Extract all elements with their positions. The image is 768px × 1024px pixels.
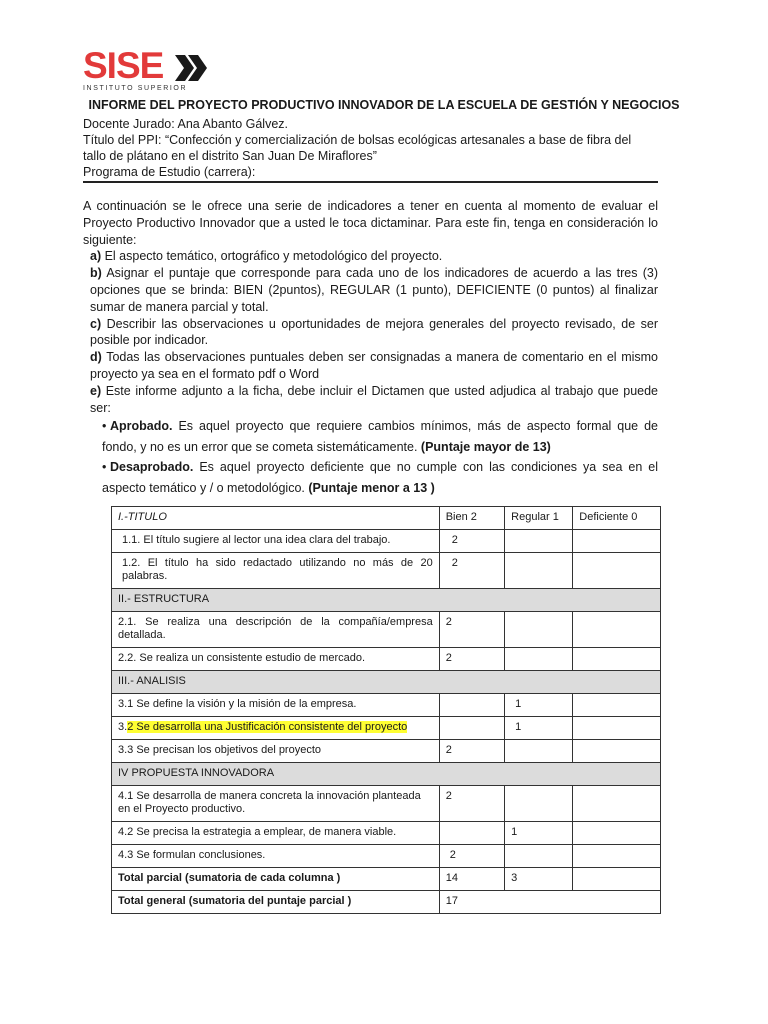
section-row: IV PROPUESTA INNOVADORA (112, 763, 661, 786)
table-row: 3.1 Se define la visión y la misión de la empresa. 1 (112, 694, 661, 717)
logo-brand: SISE (83, 45, 164, 86)
double-chevron-icon (175, 55, 209, 81)
col-bien-header: Bien 2 (439, 507, 504, 530)
section-row: II.- ESTRUCTURA (112, 589, 661, 612)
table-row: 1.1. El título sugiere al lector una idea clara del trabajo. 2 (112, 530, 661, 553)
intro-paragraph: A continuación se le ofrece una serie de indicadores a tener en cuenta al momento de evaluar el Proyecto Productivo Innovador que a usted le toca dictaminar. Para este fin, tenga en consideración lo siguiente: (83, 199, 658, 247)
table-row: 3.2 Se desarrolla una Justificación consistente del proyecto 1 (112, 717, 661, 740)
report-title: INFORME DEL PROYECTO PRODUCTIVO INNOVADOR DE LA ESCUELA DE GESTIÓN Y NEGOCIOS (88, 98, 680, 112)
table-row: 1.2. El título ha sido redactado utilizando no más de 20 palabras. 2 (112, 553, 661, 589)
sise-logo (83, 45, 223, 96)
item-d: d) Todas las observaciones puntuales deben ser consignadas a manera de comentario en el mismo proyecto ya sea en el formato pdf o Word (90, 350, 658, 381)
ppi-title-line-1: Título del PPI: “Confección y comercialización de bolsas ecológicas artesanales a base de fibra del (83, 133, 632, 147)
header-divider (83, 181, 658, 183)
table-row: 4.1 Se desarrolla de manera concreta la innovación planteada en el Proyecto productivo. 2 (112, 786, 661, 822)
col-deficiente-header: Deficiente 0 (573, 507, 661, 530)
table-row: 4.2 Se precisa la estrategia a emplear, de manera viable. 1 (112, 822, 661, 845)
item-e: e) Este informe adjunto a la ficha, debe incluir el Dictamen que usted adjudica al trabajo que puede ser: (90, 383, 658, 415)
col-regular-header: Regular 1 (505, 507, 573, 530)
highlighted-text: 2 Se desarrolla una Justificación consistente del proyecto (127, 721, 408, 733)
instructions (83, 198, 658, 416)
section-titulo: I.-TITULO (112, 507, 440, 530)
section-row: III.- ANALISIS (112, 671, 661, 694)
evaluation-table (111, 506, 661, 914)
bullet-desaprobado: • Desaprobado. Es aquel proyecto deficiente que no cumple con las condiciones ya sea en el aspecto temático y / o metodológico. (Puntaje menor a 13 ) (102, 457, 658, 498)
item-b: b) Asignar el puntaje que corresponde para cada uno de los indicadores de acuerdo a las tres (3) opciones que se brinda: BIEN (2puntos), REGULAR (1 punto), DEFICIENTE (0 puntos) al finalizar sumar de manera parcial y total. (90, 266, 658, 314)
total-parcial-row: Total parcial (sumatoria de cada columna ) 14 3 (112, 868, 661, 891)
bullet-icon: • (102, 460, 107, 474)
ppi-title-line-2: tallo de plátano en el distrito San Juan De Miraflores” (83, 149, 377, 163)
table-row: 4.3 Se formulan conclusiones. 2 (112, 845, 661, 868)
item-a: a) El aspecto temático, ortográfico y metodológico del proyecto. (90, 249, 443, 264)
total-general-row: Total general (sumatoria del puntaje parcial ) 17 (112, 891, 661, 914)
item-c: c) Describir las observaciones u oportunidades de mejora generales del proyecto revisado, de ser posible por indicador. (90, 316, 658, 348)
programa-line: Programa de Estudio (carrera): (83, 165, 256, 179)
table-row: 3.3 Se precisan los objetivos del proyecto 2 (112, 740, 661, 763)
docente-line: Docente Jurado: Ana Abanto Gálvez. (83, 117, 288, 131)
logo-subtitle: INSTITUTO SUPERIOR (83, 85, 188, 92)
bullet-aprobado: • Aprobado. Es aquel proyecto que requiere cambios mínimos, más de aspecto formal que de fondo, y no es un error que se cometa sistemáticamente. (Puntaje mayor de 13) (102, 416, 658, 457)
table-header-row (112, 507, 661, 530)
table-row: 2.2. Se realiza un consistente estudio de mercado. 2 (112, 648, 661, 671)
bullet-icon: • (102, 419, 107, 433)
table-row: 2.1. Se realiza una descripción de la compañía/empresa detallada. 2 (112, 612, 661, 648)
